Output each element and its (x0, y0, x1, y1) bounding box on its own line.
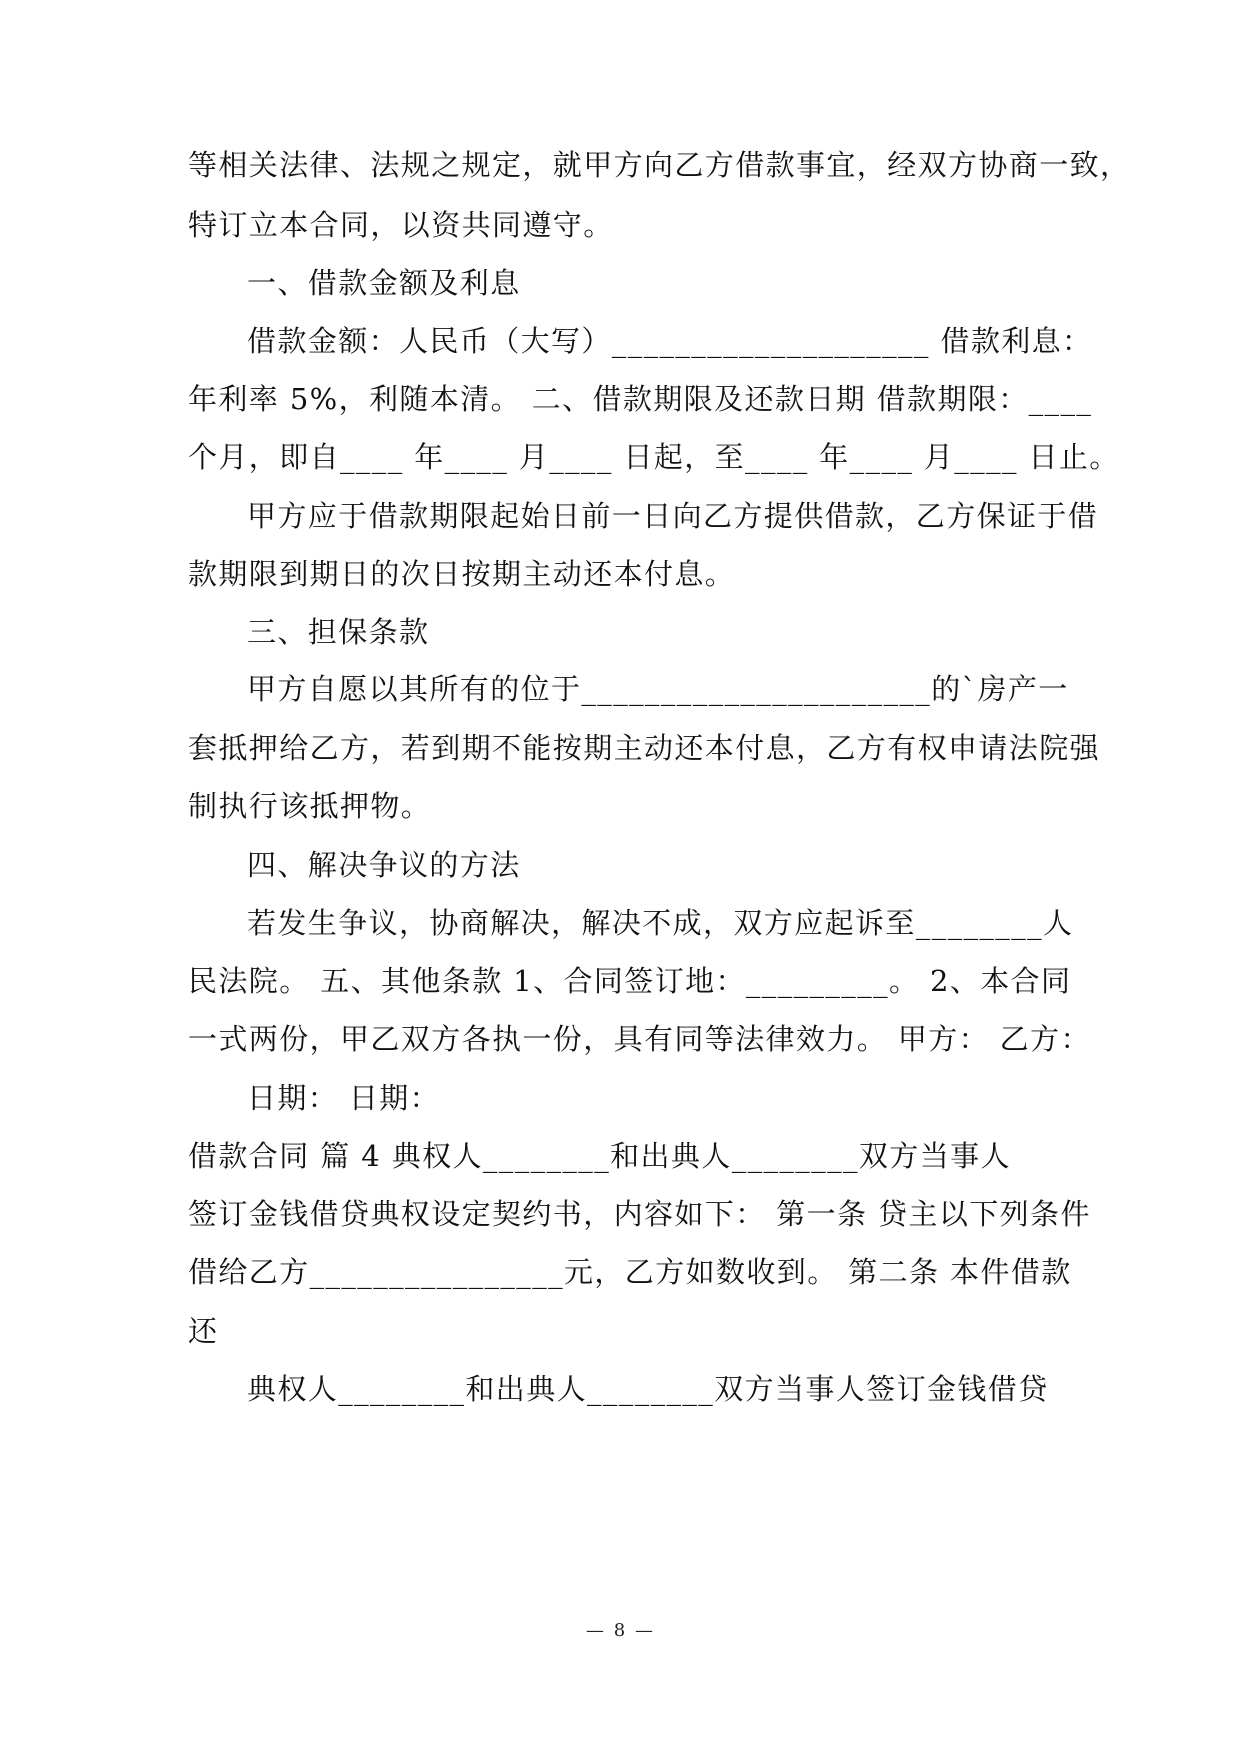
text-line: 若发生争议，协商解决，解决不成，双方应起诉至________人 (247, 906, 1074, 940)
text-line: 套抵押给乙方，若到期不能按期主动还本付息，乙方有权申请法院强 (188, 731, 1101, 765)
text-line: 甲方应于借款期限起始日前一日向乙方提供借款，乙方保证于借 (247, 499, 1099, 533)
text-line: 个月，即自____ 年____ 月____ 日起，至____ 年____ 月____ 日止。 (188, 440, 1120, 474)
page-number: — 8 — (586, 1620, 655, 1641)
text-line: 年利率 5%，利随本清。 二、借款期限及还款日期 借款期限：____ (188, 382, 1093, 416)
text-line: 一式两份，甲乙双方各执一份，具有同等法律效力。 甲方： 乙方： (188, 1022, 1091, 1056)
text-line: 等相关法律、法规之规定，就甲方向乙方借款事宜，经双方协商一致， (188, 148, 1131, 182)
text-line: 借款合同 篇 4 典权人________和出典人________双方当事人 (188, 1139, 1011, 1173)
text-line: 典权人________和出典人________双方当事人签订金钱借贷 (247, 1372, 1049, 1406)
text-line: 款期限到期日的次日按期主动还本付息。 (188, 557, 736, 591)
text-line: 借款金额：人民币（大写）____________________ 借款利息： (247, 324, 1093, 358)
section-heading: 一、借款金额及利息 (247, 266, 521, 300)
text-line: 日期： 日期： (247, 1081, 441, 1115)
text-line: 还 (188, 1314, 219, 1348)
text-line: 民法院。 五、其他条款 1、合同签订地：_________。 2、本合同 (188, 964, 1072, 998)
text-line: 特订立本合同，以资共同遵守。 (188, 208, 614, 242)
section-heading: 三、担保条款 (247, 615, 430, 649)
text-line: 借给乙方________________元，乙方如数收到。 第二条 本件借款 (188, 1255, 1072, 1289)
text-line: 签订金钱借贷典权设定契约书，内容如下： 第一条 贷主以下列条件 (188, 1197, 1091, 1231)
text-line: 甲方自愿以其所有的位于______________________的`房产一 (247, 672, 1069, 706)
text-line: 制执行该抵押物。 (188, 789, 432, 823)
section-heading: 四、解决争议的方法 (247, 848, 521, 882)
